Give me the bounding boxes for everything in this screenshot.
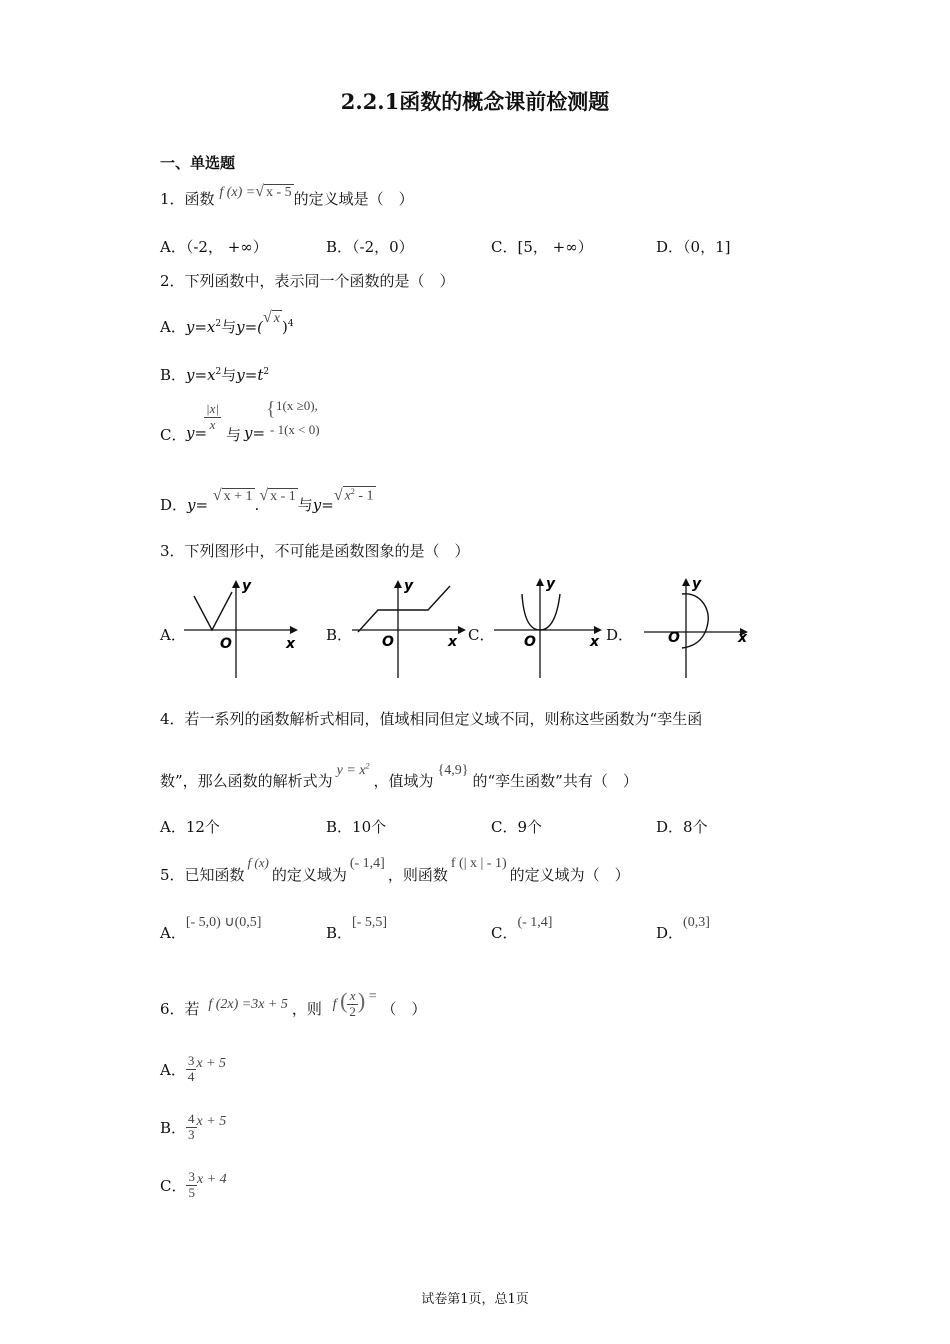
q1-suffix: 的定义域是（ ） xyxy=(293,190,414,208)
q1-prefix: 函数 xyxy=(184,190,215,208)
q1-option-b: B．（-2，0） xyxy=(326,238,414,256)
question-3: 3．下列图形中，不可能是函数图象的是（ ） xyxy=(160,542,470,560)
question-6: 6．若 f (2x) =3x + 5 ，则 f ( $\frac{x}{2}$ ) = （ ） xyxy=(160,988,427,1020)
q2-option-a: A．$y=x^2$与y=(√ x )$^4$ xyxy=(160,309,294,336)
q4-formula: $y = x^2$ xyxy=(336,761,370,778)
q3-graph-d xyxy=(644,574,756,680)
q4-option-c: C．9个 xyxy=(491,818,543,836)
axis-x-label: x xyxy=(590,634,600,650)
q1-formula: f (x) =√ x - 5 xyxy=(219,183,292,200)
q3-option-a-label: A． xyxy=(160,626,186,644)
axis-y-label: y xyxy=(404,578,414,594)
q1-number: 1． xyxy=(160,190,185,208)
q2-c-brace: { xyxy=(266,398,276,420)
q3-option-b-label: B． xyxy=(326,626,353,644)
q1-option-d: D．（0，1] xyxy=(656,238,731,256)
q5-option-d: D．(0,3] xyxy=(656,915,710,942)
q3-graph-b xyxy=(352,576,472,680)
q6-option-a: A． $\frac{3}{4}$ x + 5 xyxy=(160,1053,227,1084)
section-heading: 一、单选题 xyxy=(160,154,236,172)
q5-option-b: B．[- 5,5] xyxy=(326,915,388,942)
q4-option-b: B．10个 xyxy=(326,818,387,836)
q3-option-c-label: C． xyxy=(468,626,495,644)
q4-option-d: D．8个 xyxy=(656,818,708,836)
q3-option-d-label: D． xyxy=(606,626,634,644)
q3-graph-a xyxy=(184,576,304,680)
q1-option-c: C．[5， +∞） xyxy=(491,238,593,256)
origin-label: O xyxy=(668,630,680,646)
q4-set: {4,9} xyxy=(437,763,469,778)
question-4-line1: 4．若一系列的函数解析式相同，值域相同但定义域不同，则称这些函数为“孪生函 xyxy=(160,710,703,728)
page-title: 2.2.1函数的概念课前检测题 xyxy=(340,89,610,114)
q5-option-c: C．(- 1,4] xyxy=(491,915,553,942)
axis-y-label: y xyxy=(546,576,556,592)
origin-label: O xyxy=(524,634,536,650)
q4-option-a: A．12个 xyxy=(160,818,220,836)
question-5: 5．已知函数f (x)的定义域为(- 1,4]，则函数f (| x | - 1)的定义域为（ ） xyxy=(160,855,630,884)
page-footer: 试卷第1页，总1页 xyxy=(421,1292,529,1307)
axis-y-label: y xyxy=(242,578,252,594)
q6-option-c: C． $\frac{3}{5}$ x + 4 xyxy=(160,1169,227,1200)
q2-option-b: B．$y=x^2$与$y=t^2$ xyxy=(160,366,270,384)
axis-x-label: x xyxy=(738,630,748,646)
axis-x-label: x xyxy=(448,634,458,650)
q6-option-b: B． $\frac{4}{3}$ x + 5 xyxy=(160,1111,227,1142)
question-2: 2．下列函数中，表示同一个函数的是（ ） xyxy=(160,272,455,290)
axis-x-label: x xyxy=(286,636,296,652)
origin-label: O xyxy=(220,636,232,652)
axis-y-label: y xyxy=(692,576,702,592)
q2-option-d: D．y= √ x + 1 .√ x - 1 与y=√ $x^2 - 1$ xyxy=(160,487,374,514)
question-4-line2: 数”，那么函数的解析式为$y = x^2$，值域为{4,9}的“孪生函数”共有（ ） xyxy=(160,761,638,790)
q1-option-a: A．（-2， +∞） xyxy=(160,238,268,256)
q5-option-a: A．[- 5,0) ∪(0,5] xyxy=(160,915,262,942)
question-1 xyxy=(160,183,414,209)
origin-label: O xyxy=(382,634,394,650)
q2-c-fraction: $\frac{|x|}{x}$ xyxy=(206,401,219,432)
q3-graph-c xyxy=(494,574,610,680)
